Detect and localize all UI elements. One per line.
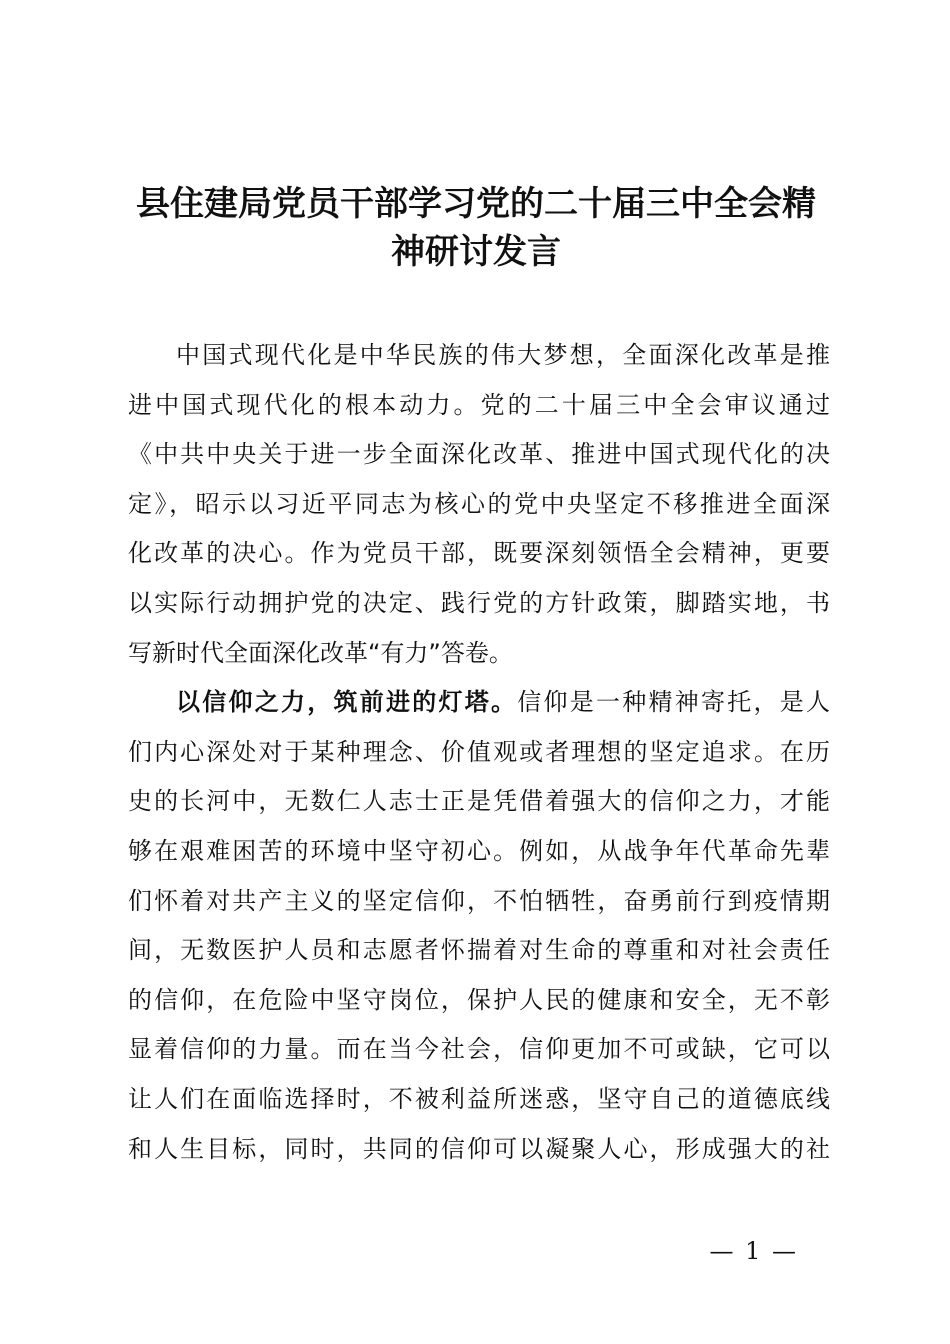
section-lead-heading: 以信仰之力，筑前进的灯塔。 [176,688,518,717]
paragraph-faith [128,678,830,1174]
text-line: 以实际行动拥护党的决定、践行党的方针政策，脚踏实地，书 [128,588,830,617]
page-number: — 1 — [709,1237,798,1265]
text-line: 史的长河中，无数仁人志士正是凭借着强大的信仰之力，才能 [128,787,830,816]
text-line: 写新时代全面深化改革“有力”答卷。 [128,638,513,667]
text-line: 中国式现代化是中华民族的伟大梦想，全面深化改革是推 [176,341,830,369]
text-line-first [128,678,830,728]
text-line: 《中共中央关于进一步全面深化改革、推进中国式现代化的决 [128,440,830,469]
text-line: 们怀着对共产主义的坚定信仰，不怕牺牲，奋勇前行到疫情期 [128,886,830,915]
text-line: 让人们在面临选择时，不被利益所迷惑，坚守自己的道德底线 [128,1084,830,1113]
text-line: 显着信仰的力量。而在当今社会，信仰更加不可或缺，它可以 [128,1035,830,1064]
text-line: 够在艰难困苦的环境中坚守初心。例如，从战争年代革命先辈 [128,836,830,865]
text-line: 进中国式现代化的根本动力。党的二十届三中全会审议通过 [128,390,830,419]
document-title [120,180,832,276]
title-line-1: 县住建局党员干部学习党的二十届三中全会精 [136,184,816,224]
text-line: 和人生目标，同时，共同的信仰可以凝聚人心，形成强大的社 [128,1134,830,1163]
text-line: 化改革的决心。作为党员干部，既要深刻领悟全会精神，更要 [128,539,830,568]
title-line-2: 神研讨发言 [391,232,561,272]
text-line-rest: 信仰是一种精神寄托，是人 [517,688,830,717]
text-line: 们内心深处对于某种理念、价值观或者理想的坚定追求。在历 [128,737,830,766]
text-line: 定》，昭示以习近平同志为核心的党中央坚定不移推进全面深 [128,489,830,518]
text-line: 的信仰，在危险中坚守岗位，保护人民的健康和安全，无不彰 [128,985,830,1014]
text-line: 间，无数医护人员和志愿者怀揣着对生命的尊重和对社会责任 [128,936,830,965]
document-body [128,331,830,1174]
paragraph-intro [128,331,830,678]
